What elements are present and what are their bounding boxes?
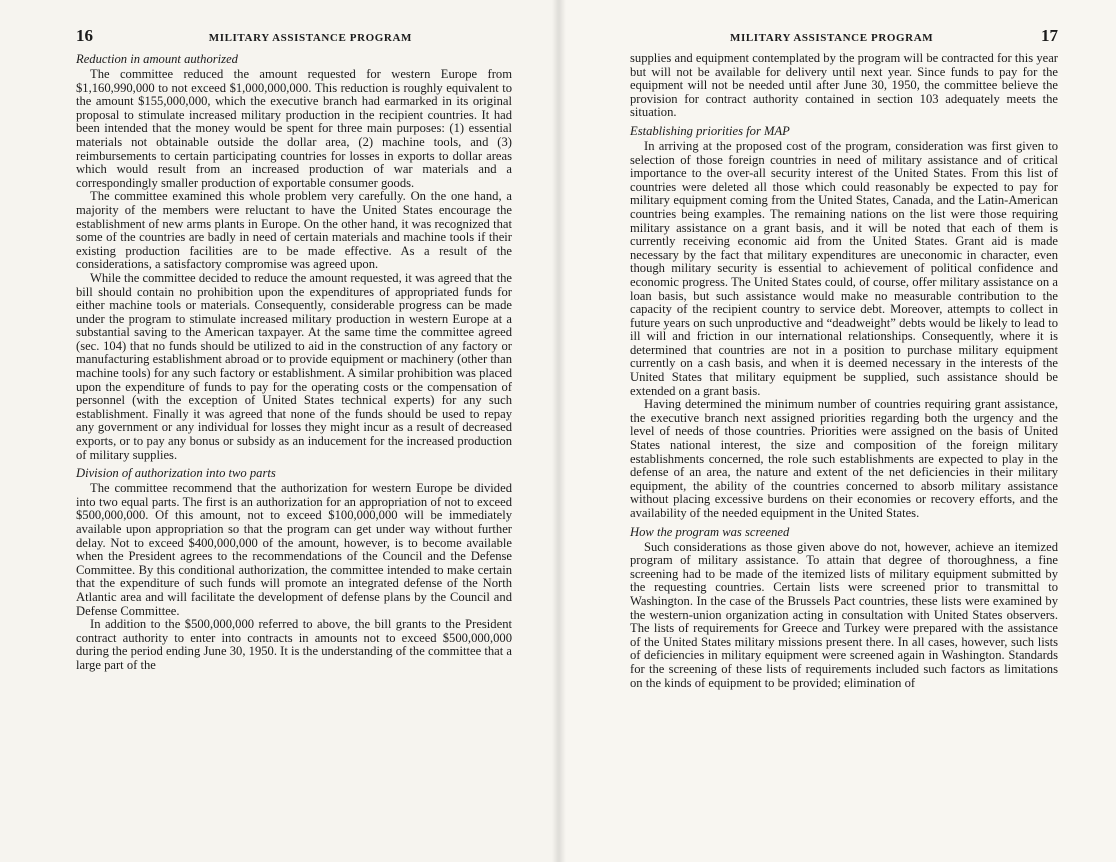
paragraph: The committee examined this whole problem very carefully. On the one hand, a majority of the members were reluctant to have the United States encourage the establishment of new arms plants in Europe. On the other hand, it was recognized that some of the countries are badly in need of certain materials and machine tools if their existing production facilities are to be made effective. As a result of the considerations, a satisfactory compromise was agreed upon. <box>76 189 512 272</box>
section-priorities <box>630 124 1058 521</box>
section-division <box>76 466 512 672</box>
section-reduction <box>76 52 512 462</box>
section-screening <box>630 525 1058 691</box>
section-heading: Reduction in amount authorized <box>76 52 238 66</box>
paragraph: Having determined the minimum number of countries requiring grant assistance, the executive branch next assigned priorities regarding both the urgency and the level of needs of those countries. Priorities were assigned on the basis of United States national interest, the size and composition of the foreign military establishments concerned, the role such establishments are expected to play in the defense of an area, the nature and extent of the net deficiencies in their military equipment, the ability of the countries concerned to absorb military assistance without placing excessive burdens on their economies or recovery efforts, and the availability of the needed equipment in the United States. <box>630 397 1058 520</box>
header-title: MILITARY ASSISTANCE PROGRAM <box>730 32 934 44</box>
page-number: 16 <box>76 26 93 45</box>
section-heading: Division of authorization into two parts <box>76 466 276 481</box>
paragraph: The committee recommend that the authorization for western Europe be divided into two equal parts. The first is an authorization for an appropriation of not to exceed $500,000,000. Of this amount, not to exceed $100,000,000 will be immediately available upon appropriation so that the program can get under way without further delay. Not to exceed $400,000,000 of the amount, however, is to become available when the President agrees to the recommendations of the Council and the Defense Committee. By this conditional authorization, the committee intended to make certain that the expenditure of such funds will promote an integrated defense of the North Atlantic area and will facilitate the development of defense plans by the Council and Defense Committee. <box>76 481 512 618</box>
page-number: 17 <box>1041 26 1058 45</box>
continuation-paragraph: supplies and equipment contemplated by the program will be contracted for this year but will not be available for delivery until next year. Since funds to pay for the equipment will not be needed until after June 30, 1950, the committee believe the provision for contract authority contained in section 103 adequately meets the situation. <box>630 51 1058 120</box>
paragraph: In arriving at the proposed cost of the program, consideration was first given to selection of those foreign countries in need of military assistance and of critical importance to the over-all security interest of the United States. From this list of countries were deleted all those which could reasonably be expected to pay for military equipment coming from the United States, Canada, and the Latin-American countries being examples. The remaining nations on the list were those requiring military assistance on a grant basis, and it will be noted that each of them is currently receiving economic aid from the United States. Grant aid is made necessary by the fact that military expenditures are uneconomic in character, even though military security is essential to achievement of political confidence and economic progress. The United States could, of course, offer military assistance on a loan basis, but such assistance would make no measurable contribution to the capacity of the recipient country to service debt. Moreover, attempts to collect in future years on such unproductive and “deadweight” debts would be likely to lead to ill will and friction in our international relationships. Consequently, where it is determined that countries are not in a position to purchase military equipment currently on a cash basis, and when it is deemed necessary in the interests of the United States that military equipment be supplied, such assistance should be extended on a grant basis. <box>630 138 1058 398</box>
header-title: MILITARY ASSISTANCE PROGRAM <box>208 32 412 44</box>
running-head <box>630 26 1058 48</box>
paragraph: In addition to the $500,000,000 referred to above, the bill grants to the President contract authority to enter into contracts in amounts not to exceed $500,000,000 during the period ending June 30, 1950. It is the understanding of the committee that a large part of the <box>76 617 512 672</box>
paragraph: The committee reduced the amount requested for western Europe from $1,160,990,000 to not exceed $1,000,000,000. This reduction is roughly equivalent to the amount $155,000,000, which the executive branch had earmarked in its original proposal to stimulate increased military production in the recipient countries. It had been intended that the money would be spent for three main purposes: (1) essential materials not obtainable outside the dollar area, (2) machine tools, and (3) reimbursements to certain participating countries for losses in exports to dollar areas which would result from an increased production of war materials and a correspondingly smaller production of exportable consumer goods. <box>76 67 512 190</box>
paragraph: While the committee decided to reduce the amount requested, it was agreed that the bill should contain no prohibition upon the expenditures of appropriated funds for either machine tools or materials. Consequently, considerable progress can be made under the program to stimulate increased military production in western Europe at a substantial saving to the American taxpayer. At the same time the committee agreed (sec. 104) that no funds should be utilized to aid in the construction of any factory or manufacturing establishment abroad or to provide equipment or machinery (other than machine tools) for any such factory or establishment. A similar prohibition was placed upon the expenditure of funds to pay for the operating costs or the compensation of personnel (with the exception of United States technical experts) for any such establishment. Finally it was agreed that none of the funds should be used to repay any government or any individual for losses they might incur as a result of decreased exports, or to pay any bonus or subsidy as an inducement for the increased production of military supplies. <box>76 270 512 462</box>
right-page <box>558 0 1116 862</box>
paragraph: Such considerations as those given above do not, however, achieve an itemized program of military assistance. To attain that degree of thoroughness, a fine screening had to be made of the itemized lists of military equipment submitted by the requesting countries. Certain lists were screened prior to transmittal to Washington. In the case of the Brussels Pact countries, these lists were examined by the western-union organization acting in consultation with United States observers. The lists of requirements for Greece and Turkey were prepared with the assistance of the United States military missions present there. In all cases, however, such lists of deficiencies in military equipment were screened again in Washington. Standards for the screening of these lists of requirements included such factors as limitations on the kinds of equipment to be provided; elimination of <box>630 539 1058 690</box>
section-heading: How the program was screened <box>630 524 790 539</box>
running-head <box>76 26 512 48</box>
section-heading: Establishing priorities for MAP <box>630 123 790 138</box>
